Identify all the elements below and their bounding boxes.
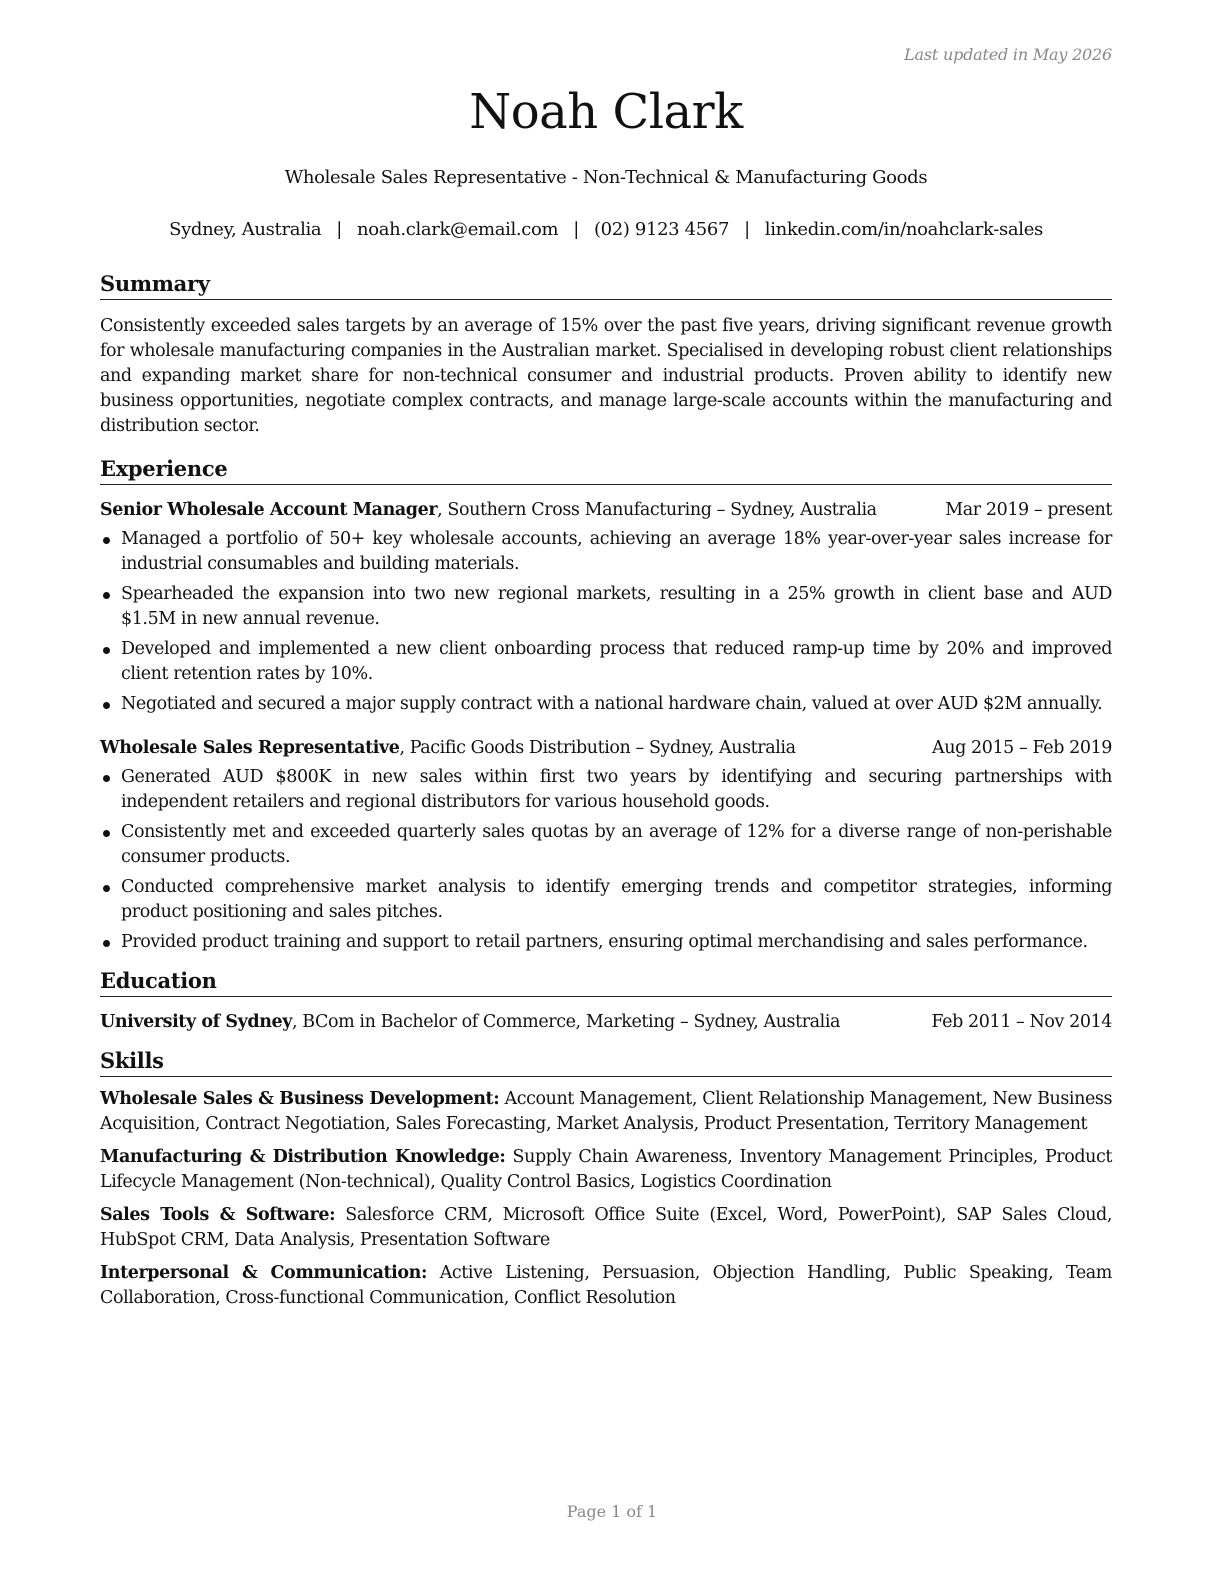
resume-content (100, 270, 1112, 1319)
bullet-item (100, 875, 1112, 925)
skill-items: Account Management, Client Relationship Management, New Business Acquisition, Contract Negotiation, Sales Forecasting, Market Analysis, Product Presentation, Territory Management (100, 1089, 1113, 1134)
education-entry (100, 1009, 1112, 1035)
bullet-item (100, 637, 1112, 687)
bullet-item (100, 527, 1112, 577)
bullet-text: Spearheaded the expansion into two new regional markets, resulting in a 25% growth in client base and AUD $1.5M in new annual revenue. (121, 584, 1112, 629)
job-header (100, 735, 1112, 761)
skill-items: Active Listening, Persuasion, Objection Handling, Public Speaking, Team Collaboration, Cross-functional Communication, Conflict Resolution (100, 1263, 1112, 1308)
candidate-name: Noah Clark (469, 84, 743, 140)
bullet-dot-icon (103, 885, 110, 892)
bullet-text: Negotiated and secured a major supply contract with a national hardware chain, valued at over AUD $2M annually. (121, 694, 1103, 714)
skills-section (100, 1047, 1112, 1311)
skill-category: Wholesale Sales & Business Development: (100, 1089, 500, 1109)
education-dates: Feb 2011 – Nov 2014 (931, 1012, 1112, 1032)
contact-separator: | (573, 219, 579, 240)
job-entry (100, 735, 1112, 955)
job-dates: Aug 2015 – Feb 2019 (932, 738, 1112, 758)
section-heading-experience: Experience (100, 455, 1112, 485)
job-header (100, 497, 1112, 523)
education-details: , BCom in Bachelor of Commerce, Marketing – Sydney, Australia (291, 1012, 841, 1032)
bullet-dot-icon (103, 537, 110, 544)
bullet-dot-icon (103, 702, 110, 709)
summary-section (100, 270, 1112, 439)
job-company-location: , Pacific Goods Distribution – Sydney, Australia (399, 738, 796, 758)
bullet-dot-icon (103, 830, 110, 837)
job-title: Senior Wholesale Account Manager (100, 500, 438, 520)
bullet-item (100, 930, 1112, 955)
bullet-text: Developed and implemented a new client onboarding process that reduced ramp-up time by 20% and improved client retention rates by 10%. (121, 639, 1112, 684)
section-heading-skills: Skills (100, 1047, 1112, 1077)
bullet-dot-icon (103, 592, 110, 599)
contact-line (100, 219, 1112, 240)
candidate-headline: Wholesale Sales Representative - Non-Technical & Manufacturing Goods (284, 167, 928, 188)
contact-separator: | (336, 219, 342, 240)
bullet-dot-icon (103, 940, 110, 947)
bullet-dot-icon (103, 647, 110, 654)
education-section (100, 967, 1112, 1035)
job-company-location: , Southern Cross Manufacturing – Sydney, Australia (437, 500, 877, 520)
job-bullets (100, 765, 1112, 955)
contact-separator: | (744, 219, 750, 240)
bullet-text: Conducted comprehensive market analysis to identify emerging trends and competitor strategies, informing product positioning and sales pitches. (121, 877, 1112, 922)
experience-section (100, 455, 1112, 955)
bullet-dot-icon (103, 775, 110, 782)
skill-group (100, 1203, 1112, 1253)
contact-linkedin[interactable]: linkedin.com/in/noahclark-sales (764, 219, 1043, 240)
summary-text: Consistently exceeded sales targets by an average of 15% over the past five years, driving significant revenue growth for wholesale manufacturing companies in the Australian market. Specialised in developing robust client relationships and expanding market share for non-technical consumer and industrial products. Proven ability to identify new business opportunities, negotiate complex contracts, and manage large-scale accounts within the manufacturing and distribution sector. (100, 316, 1112, 436)
bullet-item (100, 765, 1112, 815)
bullet-item (100, 582, 1112, 632)
bullet-item (100, 820, 1112, 870)
education-school: University of Sydney (100, 1012, 292, 1032)
bullet-text: Provided product training and support to retail partners, ensuring optimal merchandising and sales performance. (121, 932, 1088, 952)
job-title: Wholesale Sales Representative (100, 738, 400, 758)
skill-group (100, 1087, 1112, 1137)
contact-email[interactable]: noah.clark@email.com (357, 219, 559, 240)
skills-list (100, 1087, 1112, 1311)
skill-group (100, 1261, 1112, 1311)
job-entry (100, 497, 1112, 717)
skill-group (100, 1145, 1112, 1195)
bullet-text: Consistently met and exceeded quarterly sales quotas by an average of 12% for a diverse range of non-perishable consumer products. (121, 822, 1112, 867)
bullet-item (100, 692, 1112, 717)
page-number: Page 1 of 1 (566, 1502, 658, 1521)
contact-location: Sydney, Australia (169, 219, 322, 240)
education-degree (100, 1009, 840, 1035)
skill-items: Salesforce CRM, Microsoft Office Suite (Excel, Word, PowerPoint), SAP Sales Cloud, HubSpot CRM, Data Analysis, Presentation Software (100, 1205, 1112, 1250)
last-updated-note: Last updated in May 2026 (904, 45, 1112, 64)
skill-category: Interpersonal & Communication: (100, 1263, 427, 1283)
skill-items: Supply Chain Awareness, Inventory Management Principles, Product Lifecycle Management (Non-technical), Quality Control Basics, Logistics Coordination (100, 1147, 1112, 1192)
bullet-text: Generated AUD $800K in new sales within first two years by identifying and securing partnerships with independent retailers and regional distributors for various household goods. (121, 767, 1112, 812)
section-heading-summary: Summary (100, 270, 1112, 300)
job-role (100, 497, 877, 523)
bullet-text: Managed a portfolio of 50+ key wholesale accounts, achieving an average 18% year-over-year sales increase for industrial consumables and building materials. (121, 529, 1112, 574)
contact-phone: (02) 9123 4567 (593, 219, 730, 240)
skill-category: Sales Tools & Software: (100, 1205, 336, 1225)
job-bullets (100, 527, 1112, 717)
job-role (100, 735, 796, 761)
skill-category: Manufacturing & Distribution Knowledge: (100, 1147, 506, 1167)
section-heading-education: Education (100, 967, 1112, 997)
job-dates: Mar 2019 – present (945, 500, 1112, 520)
